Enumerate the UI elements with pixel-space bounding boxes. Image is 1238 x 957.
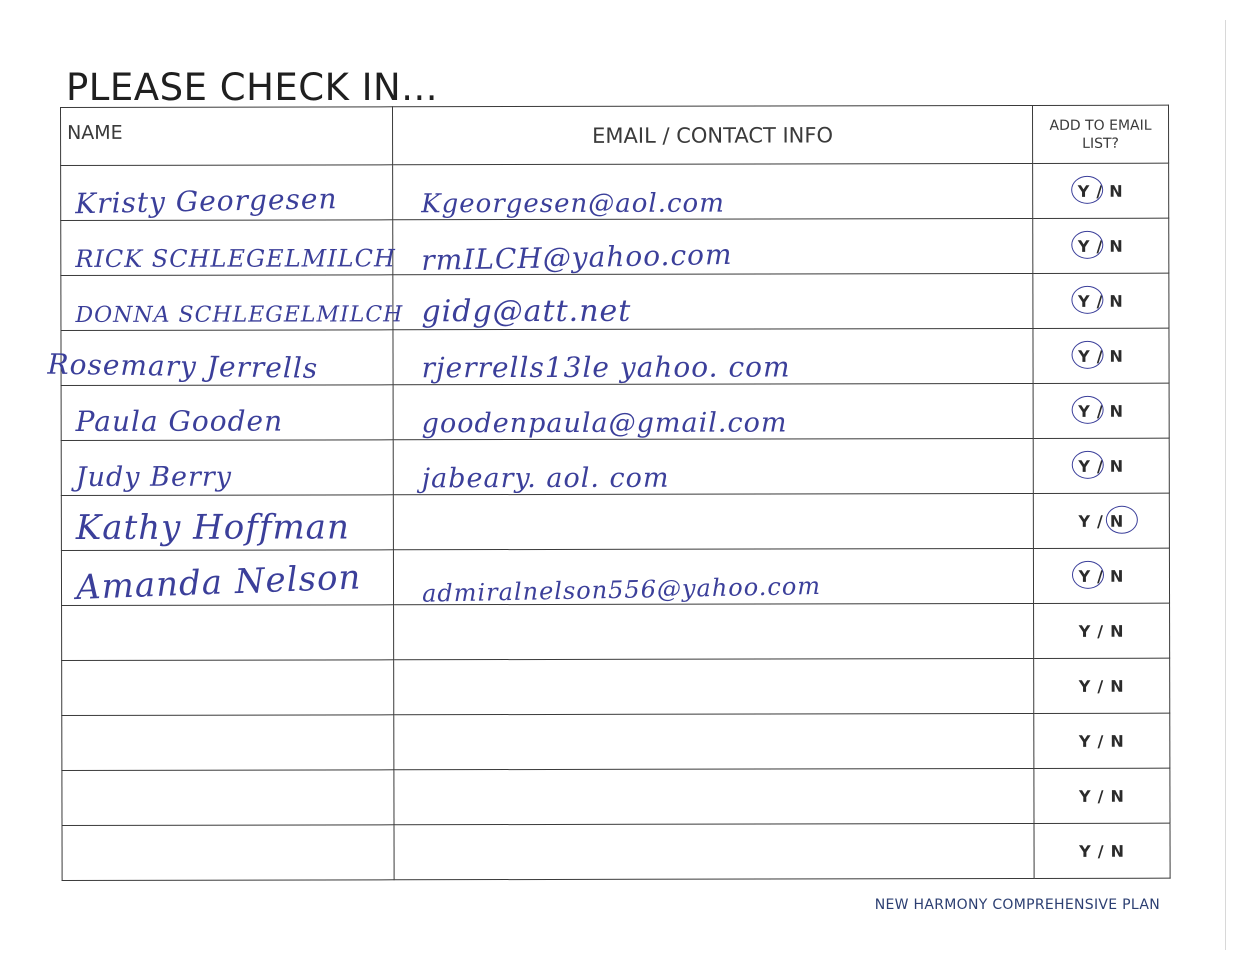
option-separator: /	[1096, 236, 1104, 256]
email-cell	[393, 328, 1033, 384]
name-cell	[62, 715, 394, 771]
option-separator: /	[1096, 346, 1104, 366]
yes-option: Y	[1077, 181, 1091, 201]
yes-option: Y	[1077, 236, 1091, 256]
handwritten-name: Paula Gooden	[75, 404, 284, 438]
name-cell	[62, 605, 394, 661]
no-option: N	[1109, 401, 1125, 421]
yes-option: Y	[1079, 786, 1092, 806]
footer-label: NEW HARMONY COMPREHENSIVE PLAN	[874, 897, 1160, 913]
option-separator: /	[1097, 511, 1104, 531]
no-option: N	[1109, 181, 1124, 201]
option-separator: /	[1097, 786, 1105, 806]
yes-option: Y	[1078, 621, 1092, 641]
name-cell	[61, 385, 393, 441]
no-option: N	[1110, 841, 1125, 861]
page-title: PLEASE CHECK IN...	[66, 66, 439, 109]
handwritten-email: rmILCH@yahoo.com	[421, 237, 733, 277]
name-cell	[61, 165, 393, 221]
option-separator: /	[1096, 456, 1104, 476]
name-cell	[62, 770, 394, 826]
option-separator: /	[1096, 401, 1104, 421]
email-column-header: EMAIL / CONTACT INFO	[393, 105, 1033, 164]
name-cell	[61, 495, 393, 551]
no-circled-mark	[1106, 506, 1138, 534]
table-row	[62, 603, 1170, 660]
yes-option: Y	[1078, 566, 1092, 586]
yes-circled-mark	[1072, 561, 1104, 589]
email-cell	[394, 823, 1034, 879]
table-row	[62, 768, 1170, 825]
check-in-sheet	[47, 105, 1170, 878]
header-row	[61, 105, 1169, 165]
name-cell	[47, 330, 393, 386]
no-option: N	[1109, 291, 1124, 311]
page-edge-line	[1225, 20, 1226, 950]
yes-circled-mark	[1071, 341, 1103, 369]
table-row	[61, 218, 1169, 275]
handwritten-name: RICK SCHLEGELMILCH	[75, 244, 396, 273]
name-cell	[61, 440, 393, 496]
no-option: N	[1109, 346, 1124, 366]
email-cell	[393, 163, 1033, 219]
yes-option: Y	[1078, 346, 1091, 366]
yes-option: Y	[1079, 841, 1092, 861]
no-option: N	[1110, 676, 1125, 696]
option-separator: /	[1096, 181, 1104, 201]
add-to-list-cell	[1033, 438, 1169, 493]
no-option: N	[1109, 456, 1125, 476]
table-row	[61, 438, 1169, 495]
table-row	[61, 548, 1169, 605]
yes-circled-mark	[1072, 396, 1104, 424]
table-row	[62, 823, 1170, 880]
add-to-list-cell	[1033, 328, 1169, 383]
handwritten-email: jabeary. aol. com	[421, 462, 670, 495]
email-cell	[394, 658, 1034, 714]
name-cell	[62, 825, 394, 881]
option-separator: /	[1097, 621, 1105, 641]
option-separator: /	[1097, 676, 1105, 696]
yes-circled-mark	[1072, 451, 1104, 479]
handwritten-name: Amanda Nelson	[75, 557, 363, 608]
add-to-list-cell	[1033, 218, 1169, 273]
email-cell	[394, 768, 1034, 824]
email-cell	[393, 383, 1033, 439]
yes-option: Y	[1078, 511, 1092, 531]
add-to-list-cell	[1033, 383, 1169, 438]
yes-option: Y	[1078, 401, 1091, 421]
name-cell	[62, 660, 394, 716]
name-cell	[61, 275, 404, 331]
name-cell	[61, 550, 393, 606]
no-option: N	[1110, 731, 1125, 751]
add-to-list-cell	[1033, 163, 1169, 218]
option-separator: /	[1097, 841, 1105, 861]
name-cell	[61, 220, 396, 276]
option-separator: /	[1097, 566, 1105, 586]
email-cell	[393, 438, 1033, 494]
table-row	[61, 163, 1169, 220]
handwritten-email: Kgeorgesen@aol.com	[421, 188, 725, 220]
add-to-list-column-header: ADD TO EMAIL LIST?	[1032, 105, 1168, 163]
table-row	[61, 493, 1169, 550]
email-cell	[393, 273, 1033, 329]
handwritten-name: Rosemary Jerrells	[47, 347, 319, 385]
name-header-label: NAME	[67, 121, 123, 144]
no-option: N	[1110, 786, 1125, 806]
no-option: N	[1109, 236, 1124, 256]
handwritten-name: Judy Berry	[75, 461, 233, 493]
add-to-list-cell	[1034, 603, 1170, 658]
table-row	[61, 273, 1169, 330]
email-cell	[394, 603, 1034, 659]
handwritten-name: Kathy Hoffman	[75, 507, 350, 548]
add-to-list-cell	[1034, 768, 1170, 823]
yes-option: Y	[1078, 456, 1091, 476]
table-row	[62, 658, 1170, 715]
yes-circled-mark	[1071, 231, 1103, 259]
handwritten-email: admiralnelson556@yahoo.com	[421, 571, 822, 608]
handwritten-name: DONNA SCHLEGELMILCH	[75, 302, 404, 328]
yes-circled-mark	[1071, 286, 1103, 314]
email-cell	[393, 218, 1033, 277]
table-row	[62, 713, 1170, 770]
yes-circled-mark	[1071, 176, 1103, 204]
add-to-list-cell	[1034, 713, 1170, 768]
add-to-list-cell	[1033, 493, 1169, 548]
check-in-table	[47, 105, 1171, 881]
table-row	[61, 383, 1169, 440]
handwritten-name: Kristy Georgesen	[74, 182, 338, 221]
add-to-list-cell	[1034, 658, 1170, 713]
no-option: N	[1109, 511, 1125, 531]
email-cell	[393, 493, 1033, 549]
add-to-list-cell	[1033, 548, 1169, 603]
yes-option: Y	[1078, 676, 1092, 696]
yes-option: Y	[1078, 731, 1092, 751]
handwritten-email: gidg@att.net	[421, 293, 632, 330]
option-separator: /	[1096, 291, 1104, 311]
no-option: N	[1110, 621, 1125, 641]
add-to-list-cell	[1034, 823, 1170, 878]
no-option: N	[1109, 566, 1125, 586]
option-separator: /	[1097, 731, 1105, 751]
email-cell	[394, 713, 1034, 769]
handwritten-email: goodenpaula@gmail.com	[421, 407, 788, 440]
email-cell	[393, 548, 1033, 608]
yes-option: Y	[1077, 291, 1091, 311]
handwritten-email: rjerrells13le yahoo. com	[421, 350, 791, 385]
add-to-list-cell	[1033, 273, 1169, 328]
name-column-header	[61, 107, 393, 166]
table-row	[61, 328, 1169, 385]
